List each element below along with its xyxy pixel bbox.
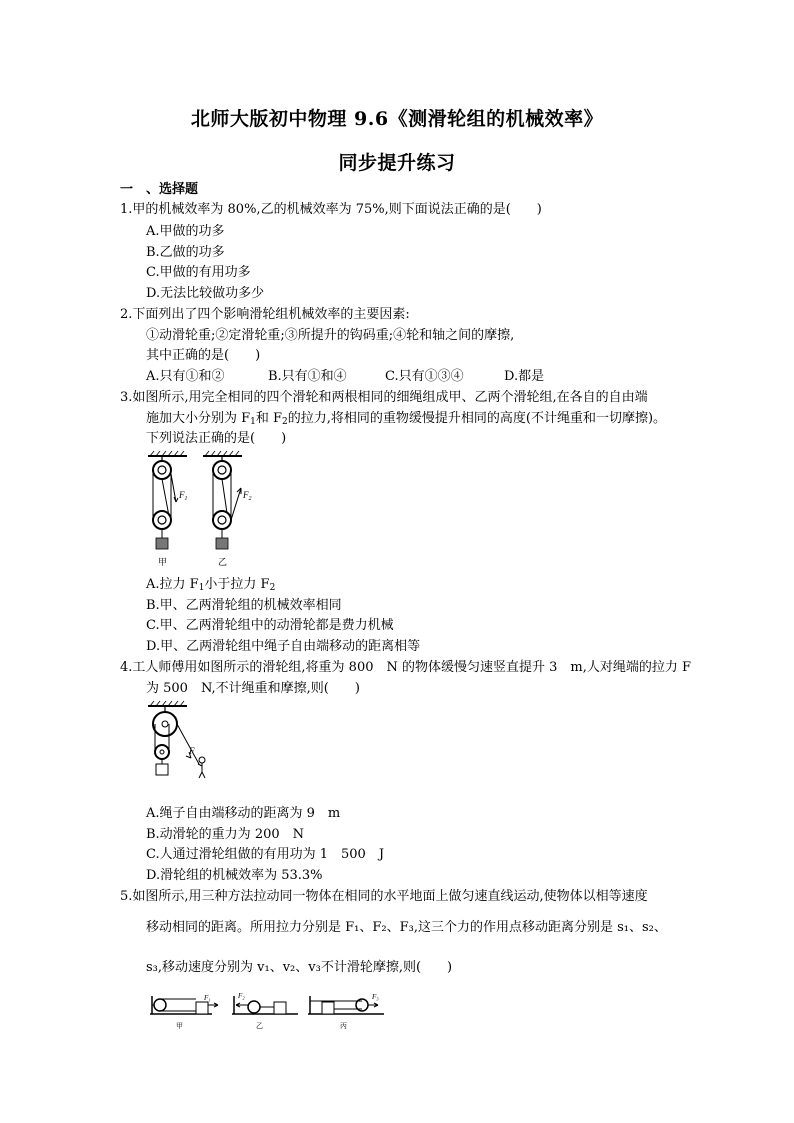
q3-stem-line3: 下列说法正确的是( ) (146, 431, 287, 446)
q5-force-f1: F₁ (204, 994, 211, 1002)
q4-force-label: F (189, 746, 195, 756)
q4-option-c: C.人通过滑轮组做的有用功为 1 500 J (146, 847, 385, 862)
pulley-system-jia (153, 456, 178, 549)
q4-option-a: A.绳子自由端移动的距离为 9 m (146, 806, 341, 821)
q5-stem-line2: 移动相同的距离。所用拉力分别是 F₁、F₂、F₃,这三个力的作用点移动距离分别是 s₁、s₂、 (146, 920, 667, 935)
q5-label-yi: 乙 (256, 1022, 263, 1030)
q5-stem-line1: 5.如图所示,用三种方法拉动同一物体在相同的水平地面上做匀速直线运动,使物体以相等速度 (120, 889, 648, 904)
q1-stem: 1.甲的机械效率为 80%,乙的机械效率为 75%,则下面说法正确的是( ) (120, 202, 542, 217)
q2-stem: 2.下面列出了四个影响滑轮组机械效率的主要因素: (120, 307, 410, 322)
q4-option-d: D.滑轮组的机械效率为 53.3% (146, 868, 323, 883)
q3-label-yi: 乙 (218, 558, 228, 568)
q4-option-b: B.动滑轮的重力为 200 N (146, 827, 305, 842)
q5-label-jia: 甲 (176, 1022, 183, 1030)
q3-pulley-figure (145, 450, 265, 574)
q5-force-f2: F₂ (238, 992, 245, 1000)
q5-force-f3: F₃ (372, 993, 379, 1001)
q5-horizontal-pulley-figure (148, 988, 388, 1032)
q3-option-c: C.甲、乙两滑轮组中的动滑轮都是费力机械 (146, 618, 394, 633)
q3-stem-line2: 施加大小分别为 $F_1$和 $F_2$的拉力,将相同的重物缓慢提升相同的高度(不计绳重和一切摩擦)。 (146, 411, 667, 427)
q4-stem-line1: 4.工人师傅用如图所示的滑轮组,将重为 800 N 的物体缓慢匀速竖直提升 3 m,人对绳端的拉力 F (120, 660, 692, 675)
q2-option-d: D.都是 (504, 369, 545, 384)
q5-stem-line3: s₃,移动速度分别为 v₁、v₂、v₃不计滑轮摩擦,则( ) (146, 960, 453, 975)
q1-option-b: B.乙做的功多 (146, 245, 225, 260)
q3-stem-line1: 3.如图所示,用完全相同的四个滑轮和两根相同的细绳组成甲、乙两个滑轮组,在各自的自由端 (120, 390, 648, 405)
q3-option-d: D.甲、乙两滑轮组中绳子自由端移动的距离相等 (146, 639, 421, 654)
q3-label-jia: 甲 (158, 558, 168, 568)
section-heading: 一 、选择题 (120, 182, 199, 197)
q2-ask: 其中正确的是( ) (146, 348, 261, 363)
q3-force-f1: $F_1$ (179, 490, 188, 502)
q1-option-c: C.甲做的有用功多 (146, 265, 251, 280)
worksheet-title: 北师大版初中物理 9.6《测滑轮组的机械效率》 (190, 108, 604, 130)
pulley-system-yi (213, 456, 241, 549)
q2-option-c: C.只有①③④ (385, 369, 464, 384)
q3-force-f2: $F_2$ (243, 490, 252, 502)
q3-option-a: A.拉力 $F_1$小于拉力 $F_2$ (146, 577, 276, 593)
q2-option-a: A.只有①和② (146, 369, 225, 384)
q2-factors: ①动滑轮重;②定滑轮重;③所提升的钩码重;④轮和轴之间的摩擦, (146, 328, 515, 343)
q1-option-d: D.无法比较做功多少 (146, 286, 265, 301)
q5-label-bing: 丙 (340, 1022, 347, 1030)
q4-stem-line2: 为 500 N,不计绳重和摩擦,则( ) (146, 681, 360, 696)
worksheet-subtitle: 同步提升练习 (338, 152, 456, 174)
q4-pulley-figure (145, 700, 215, 780)
q2-option-b: B.只有①和④ (268, 369, 347, 384)
q1-option-a: A.甲做的功多 (146, 224, 225, 239)
q3-option-b: B.甲、乙两滑轮组的机械效率相同 (146, 598, 342, 613)
